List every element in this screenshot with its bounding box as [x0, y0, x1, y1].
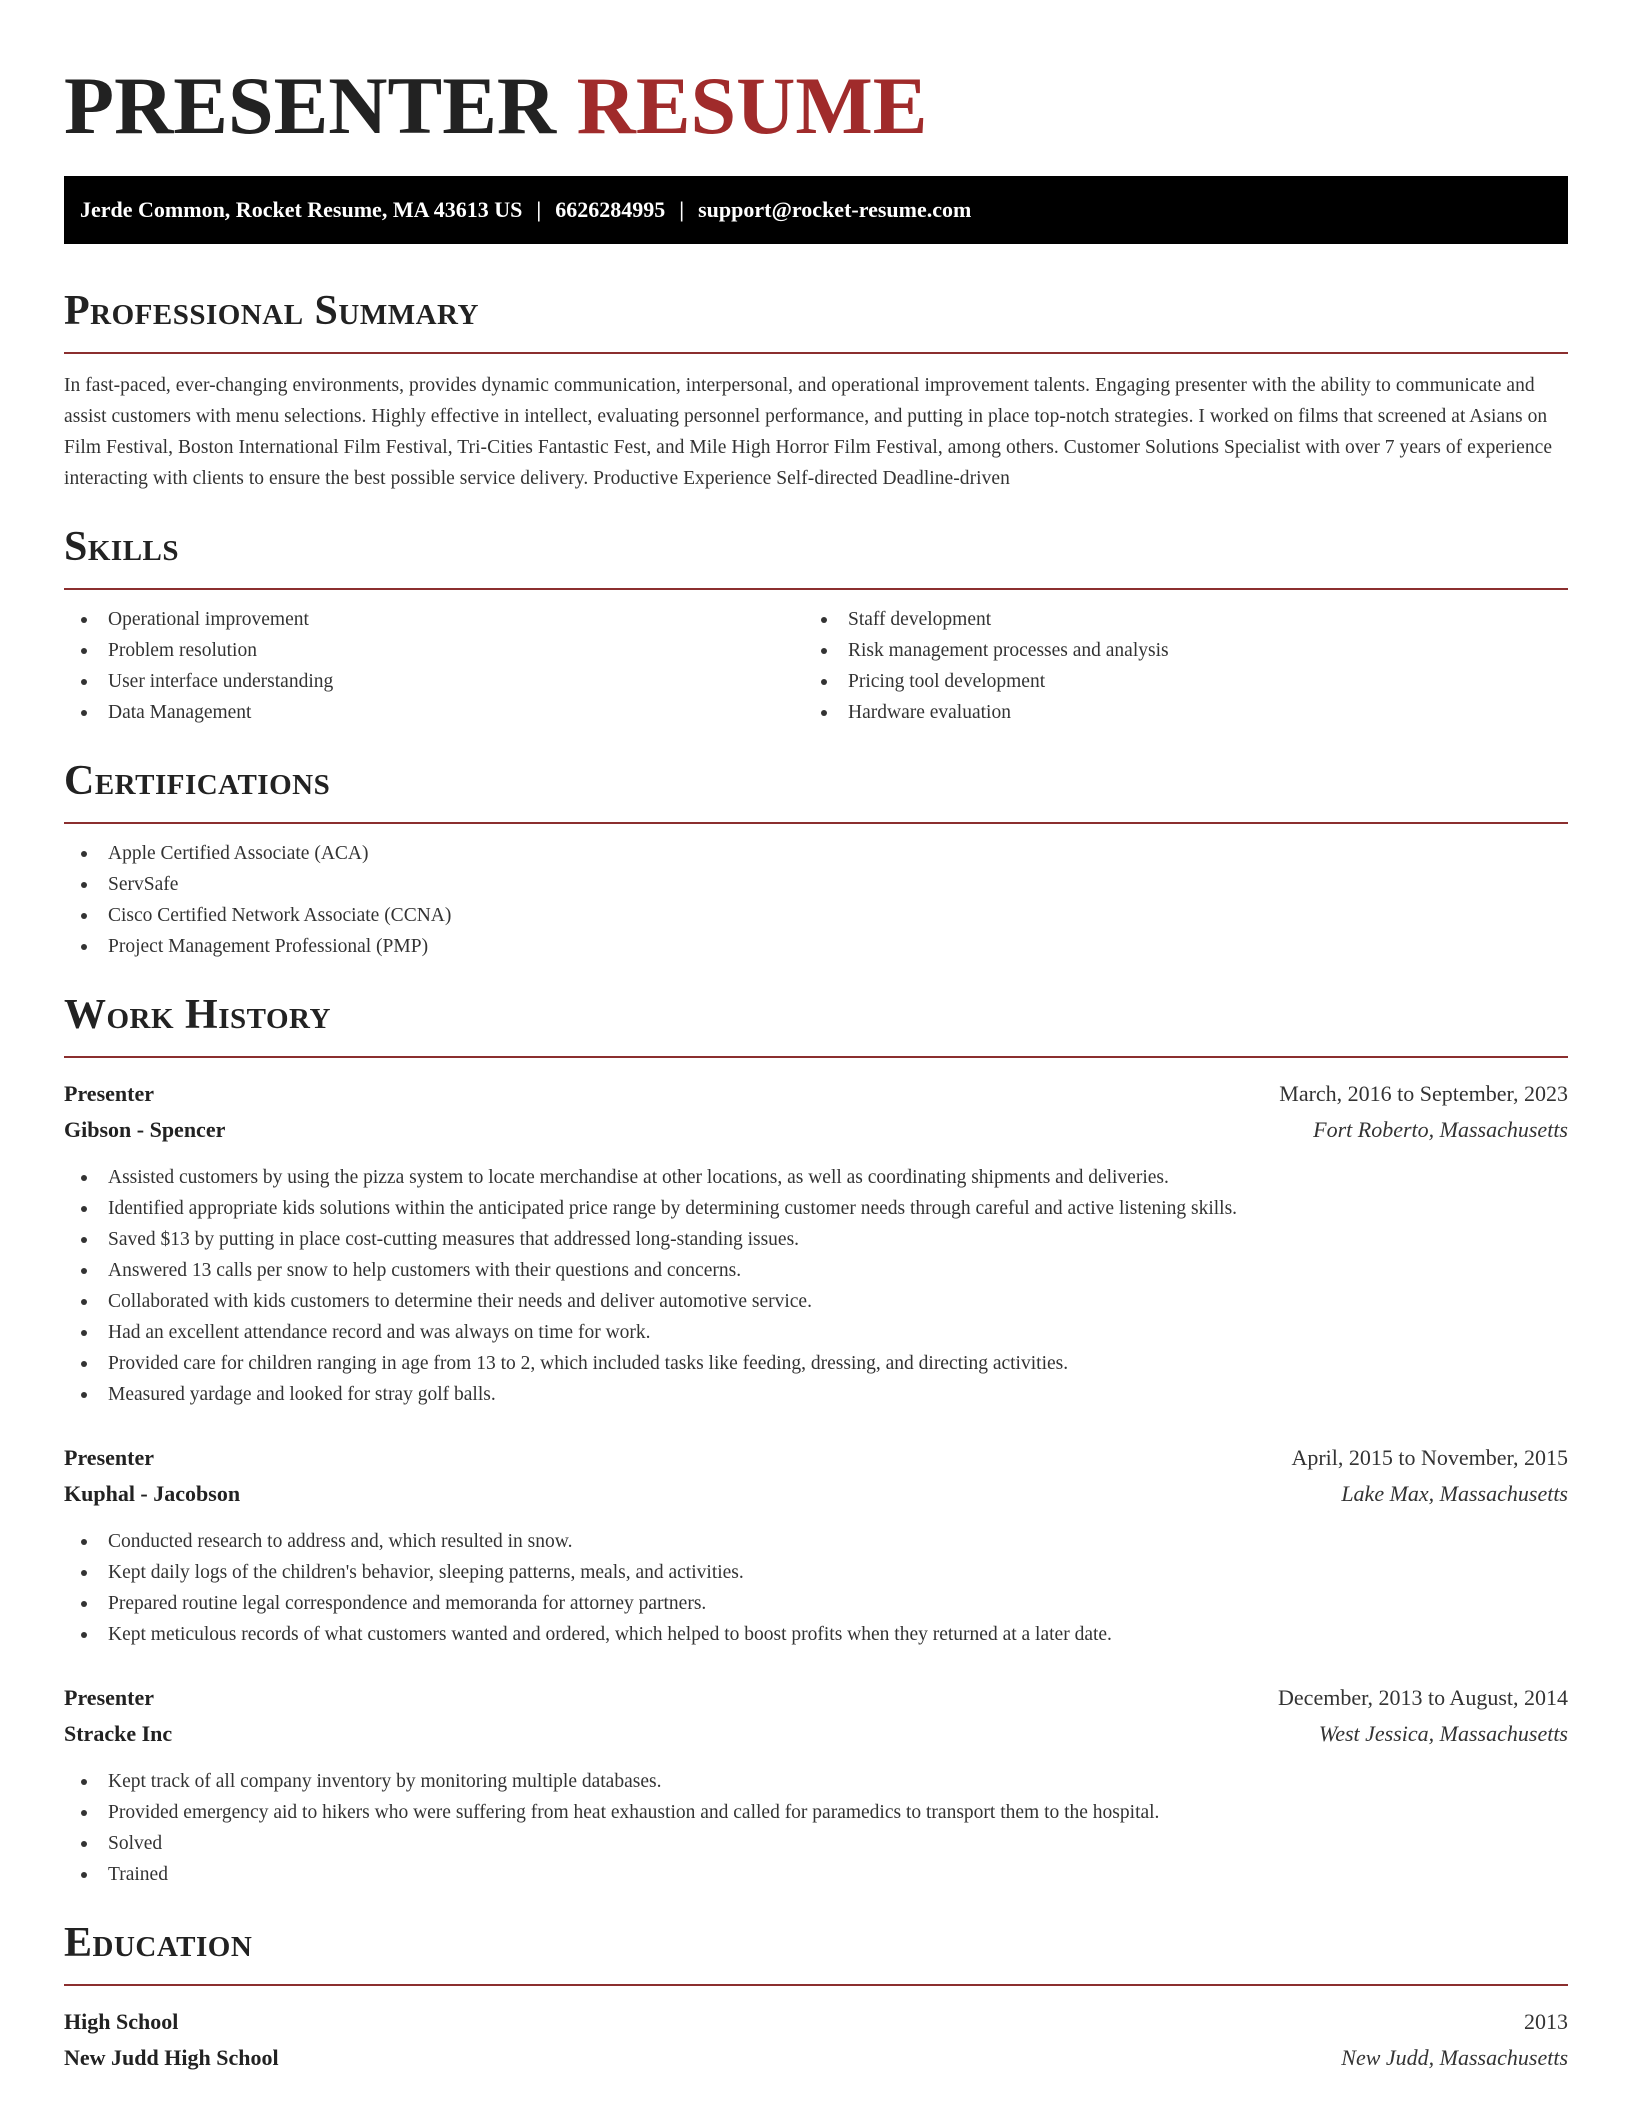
certification-item: Apple Certified Associate (ACA) — [64, 838, 1568, 869]
job-duty: Provided emergency aid to hikers who were suffering from heat exhaustion and called for paramedics to transport them to the hospital. — [64, 1797, 1568, 1828]
education-school: New Judd High School — [64, 2045, 279, 2070]
contact-address: Jerde Common, Rocket Resume, MA 43613 US — [80, 197, 523, 222]
job-duty: Kept meticulous records of what customers wanted and ordered, which helped to boost profits when they returned at a later date. — [64, 1619, 1568, 1650]
skills-list-left — [64, 604, 804, 728]
section-heading-work-history: Work History — [64, 992, 331, 1038]
certifications-list — [64, 838, 1568, 962]
job-duties-list — [64, 1162, 1568, 1410]
job-duty: Conducted research to address and, which resulted in snow. — [64, 1526, 1568, 1557]
section-divider — [64, 1984, 1568, 1986]
section-heading-certifications: Certifications — [64, 758, 331, 804]
skill-item: Operational improvement — [64, 604, 804, 635]
skill-item: Problem resolution — [64, 635, 804, 666]
job-duty: Prepared routine legal correspondence and memoranda for attorney partners. — [64, 1588, 1568, 1619]
summary-text: In fast-paced, ever-changing environments, provides dynamic communication, interpersonal, and operational improvement talents. Engaging presenter with the ability to communicate and assist customers with menu selections. Highly effective in intellect, evaluating personnel performance, and putting in place top-notch strategies. I worked on films that screened at Asians on Film Festival, Boston International Film Festival, Tri-Cities Fantastic Fest, and Mile High Horror Film Festival, among others. Customer Solutions Specialist with over 7 years of experience interacting with clients to ensure the best possible service delivery. Productive Experience Self-directed Deadline-driven — [64, 375, 1553, 489]
education-entry — [64, 2004, 1568, 2076]
job-duties-list — [64, 1526, 1568, 1650]
job-duty: Collaborated with kids customers to determine their needs and deliver automotive service. — [64, 1286, 1568, 1317]
certification-item: Cisco Certified Network Associate (CCNA) — [64, 900, 1568, 931]
job-duty: Trained — [64, 1859, 1568, 1890]
skills-columns — [64, 590, 1568, 728]
job-header-row — [64, 1680, 1568, 1716]
certification-item: ServSafe — [64, 869, 1568, 900]
job-duty: Measured yardage and looked for stray golf balls. — [64, 1379, 1568, 1410]
job-duty: Answered 13 calls per snow to help customers with their questions and concerns. — [64, 1255, 1568, 1286]
skill-item: Staff development — [804, 604, 1544, 635]
job-company-row — [64, 1112, 1568, 1148]
contact-separator: | — [679, 197, 685, 222]
job-header-row — [64, 1076, 1568, 1112]
certification-item: Project Management Professional (PMP) — [64, 931, 1568, 962]
summary-section — [64, 286, 1568, 494]
job-entry — [64, 1440, 1568, 1650]
title-accent: RESUME — [576, 60, 928, 151]
resume-page — [64, 0, 1568, 2076]
job-duty: Saved $13 by putting in place cost-cutting measures that addressed long-standing issues. — [64, 1224, 1568, 1255]
job-company: Kuphal - Jacobson — [64, 1481, 241, 1506]
resume-title — [64, 58, 1568, 154]
section-divider — [64, 822, 1568, 824]
section-divider — [64, 1056, 1568, 1058]
certifications-section — [64, 756, 1568, 962]
education-degree: High School — [64, 2009, 179, 2034]
job-title: Presenter — [64, 1445, 154, 1470]
contact-phone: 6626284995 — [555, 197, 666, 222]
education-section — [64, 1918, 1568, 2076]
job-duty: Kept track of all company inventory by monitoring multiple databases. — [64, 1766, 1568, 1797]
job-location: Fort Roberto, Massachusetts — [1313, 1117, 1568, 1142]
job-duty: Assisted customers by using the pizza system to locate merchandise at other locations, as well as coordinating shipments and deliveries. — [64, 1162, 1568, 1193]
skill-item: User interface understanding — [64, 666, 804, 697]
job-company: Stracke Inc — [64, 1721, 173, 1746]
education-year: 2013 — [1524, 2009, 1568, 2034]
education-school-row — [64, 2040, 1568, 2076]
section-heading-skills: Skills — [64, 524, 180, 570]
job-duty: Provided care for children ranging in age from 13 to 2, which included tasks like feeding, dressing, and directing activities. — [64, 1348, 1568, 1379]
education-header-row — [64, 2004, 1568, 2040]
skill-item: Hardware evaluation — [804, 697, 1544, 728]
section-heading-summary: Professional Summary — [64, 288, 479, 334]
job-company-row — [64, 1476, 1568, 1512]
job-location: West Jessica, Massachusetts — [1318, 1721, 1568, 1746]
work-history-section — [64, 990, 1568, 1890]
skill-item: Data Management — [64, 697, 804, 728]
job-duty: Had an excellent attendance record and was always on time for work. — [64, 1317, 1568, 1348]
job-dates: March, 2016 to September, 2023 — [1279, 1081, 1568, 1106]
title-main: PRESENTER — [64, 60, 557, 151]
job-location: Lake Max, Massachusetts — [1341, 1481, 1568, 1506]
job-company-row — [64, 1716, 1568, 1752]
job-title: Presenter — [64, 1685, 154, 1710]
skill-item: Risk management processes and analysis — [804, 635, 1544, 666]
job-duty: Kept daily logs of the children's behavior, sleeping patterns, meals, and activities. — [64, 1557, 1568, 1588]
skills-section — [64, 522, 1568, 728]
contact-separator: | — [536, 197, 542, 222]
education-location: New Judd, Massachusetts — [1341, 2045, 1568, 2070]
skills-list-right — [804, 604, 1544, 728]
job-entry — [64, 1076, 1568, 1410]
section-heading-education: Education — [64, 1920, 253, 1966]
contact-email[interactable]: support@rocket-resume.com — [698, 197, 972, 222]
job-title: Presenter — [64, 1081, 154, 1106]
contact-bar — [64, 176, 1568, 244]
section-divider — [64, 352, 1568, 354]
job-header-row — [64, 1440, 1568, 1476]
job-dates: December, 2013 to August, 2014 — [1278, 1685, 1568, 1710]
job-duty: Identified appropriate kids solutions within the anticipated price range by determining customer needs through careful and active listening skills. — [64, 1193, 1568, 1224]
skill-item: Pricing tool development — [804, 666, 1544, 697]
job-duties-list — [64, 1766, 1568, 1890]
job-duty: Solved — [64, 1828, 1568, 1859]
job-company: Gibson - Spencer — [64, 1117, 226, 1142]
job-dates: April, 2015 to November, 2015 — [1291, 1445, 1568, 1470]
job-entry — [64, 1680, 1568, 1890]
